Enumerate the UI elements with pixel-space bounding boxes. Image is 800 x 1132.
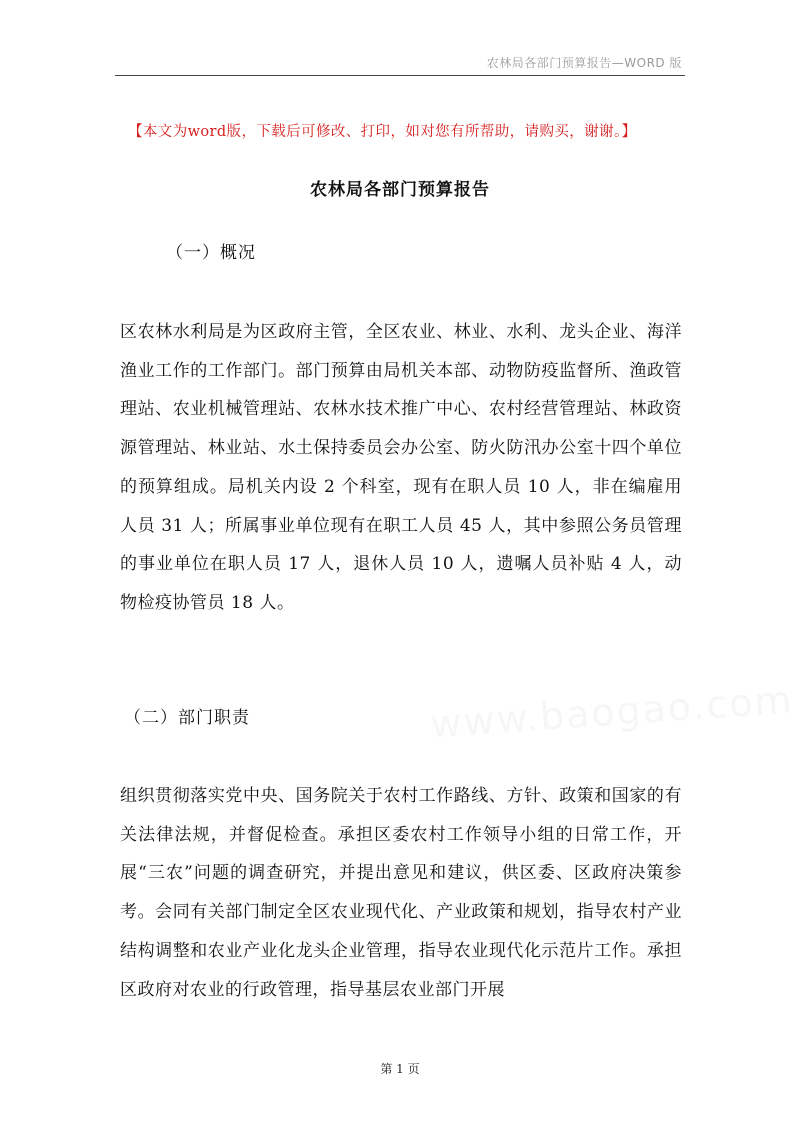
purchase-notice: 【本文为word版，下载后可修改、打印，如对您有所帮助，请购买，谢谢。】	[128, 124, 637, 140]
page-number: 第 1 页	[380, 1062, 420, 1076]
running-header: 农林局各部门预算报告—WORD 版	[486, 56, 682, 70]
overview-paragraph: 区农林水利局是为区政府主管，全区农业、林业、水利、龙头企业、海洋渔业工作的工作部门。部门预算由局机关本部、动物防疫监督所、渔政管理站、农业机械管理站、农林水技术推广中心、农村经营管理站、林政资源管理站、林业站、水土保持委员会办公室、防火防汛办公室十四个单位的预算组成。局机关内设 2 个科室，现有在职人员 10 人，非在编雇用人员 31 人；所属事业单位现有在职工人员 45 人，其中参照公务员管理的事业单位在职人员 17 人，退休人员 10 人，遗嘱人员补贴 4 人，动物检疫协管员 18 人。	[120, 322, 682, 613]
section-heading-overview: （一）概况	[166, 243, 256, 263]
document-title: 农林局各部门预算报告	[310, 180, 490, 200]
header-divider	[115, 75, 685, 76]
duties-paragraph: 组织贯彻落实党中央、国务院关于农村工作路线、方针、政策和国家的有关法律法规，并督促检查。承担区委农村工作领导小组的日常工作，开展“三农”问题的调查研究，并提出意见和建议，供区委、区政府决策参考。会同有关部门制定全区农业现代化、产业政策和规划，指导农村产业结构调整和农业产业化龙头企业管理，指导农业现代化示范片工作。承担区政府对农业的行政管理，指导基层农业部门开展	[120, 786, 682, 1000]
watermark	[429, 677, 795, 746]
section-heading-duties: （二）部门职责	[124, 708, 250, 728]
